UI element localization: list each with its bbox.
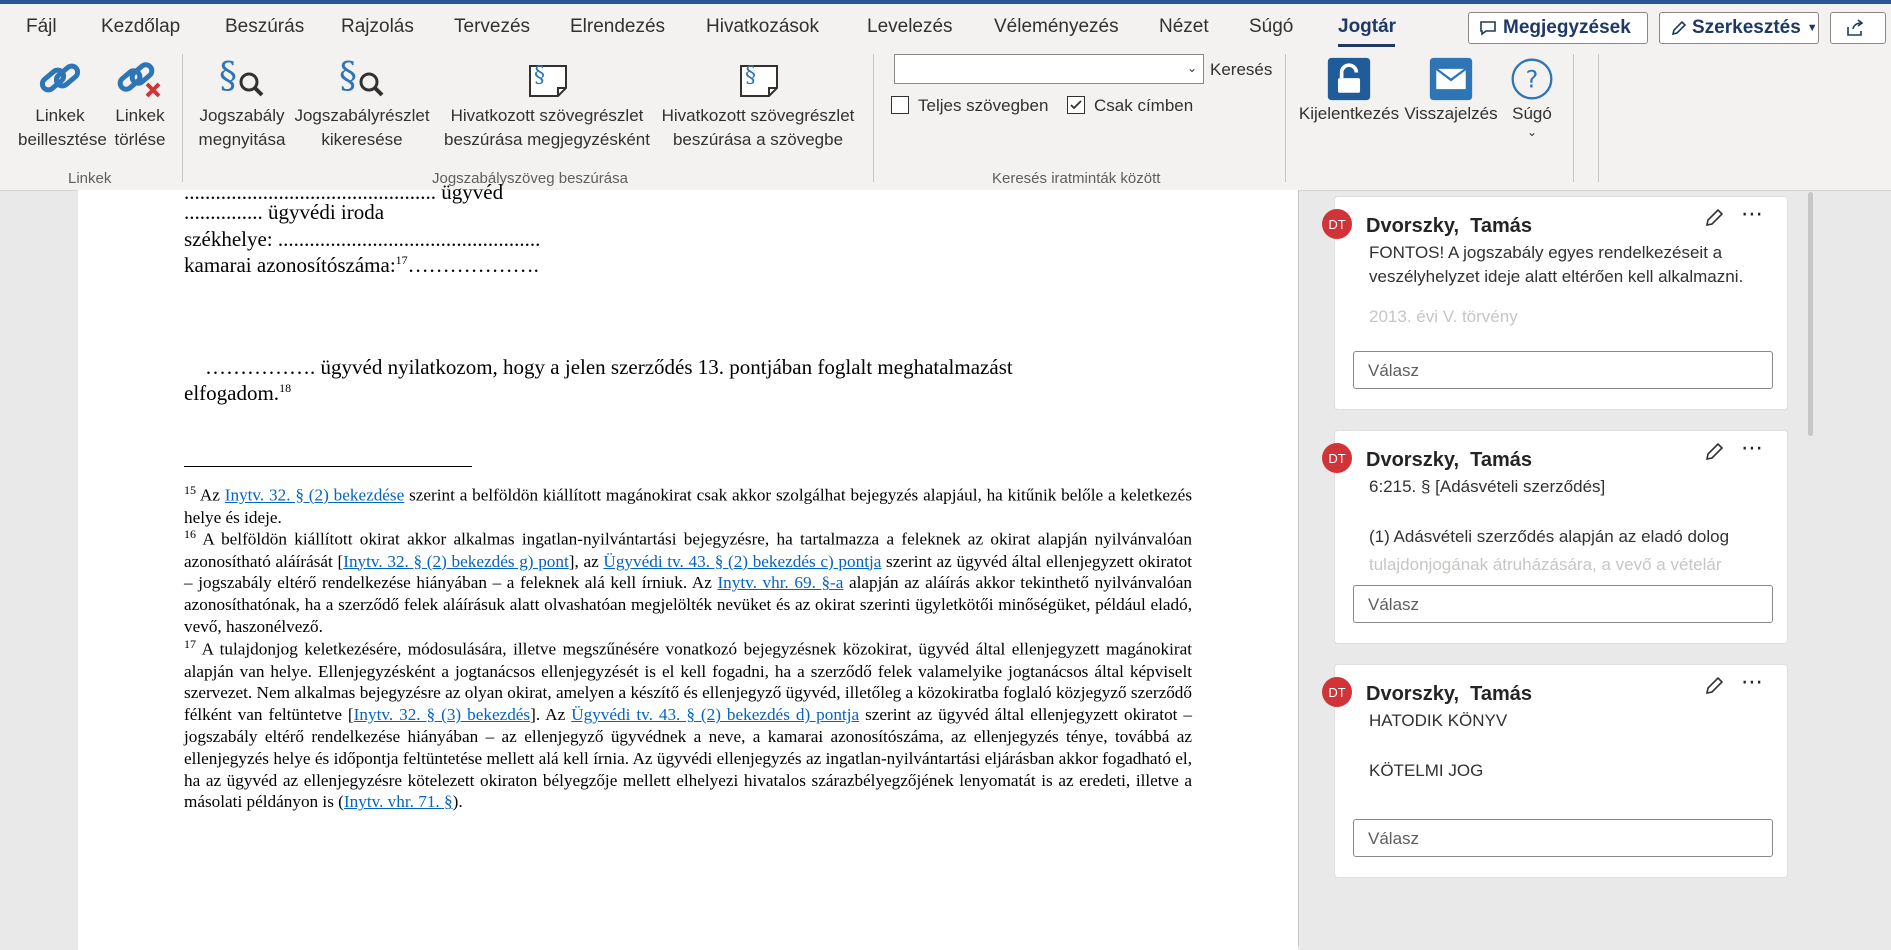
links-group-label: Linkek [68,170,112,187]
law-link[interactable]: Inytv. vhr. 71. § [343,792,453,812]
reply-input[interactable]: Válasz [1353,819,1773,857]
search-law-part-button[interactable] [292,48,432,152]
footnote-16 [184,524,1192,638]
comments-pane-border [1298,190,1299,946]
more-options-icon[interactable]: ⋯ [1741,435,1764,460]
comment-text: FONTOS! A jogszabály egyes rendelkezéseit a [1369,243,1723,262]
comment-text: 6:215. § [Adásvételi szerződés] [1369,477,1606,496]
tab-layout[interactable]: Elrendezés [570,16,666,37]
law-link[interactable]: Ügyvédi tv. 43. § (2) bekezdés d) pontja [571,705,860,725]
law-link[interactable]: Ügyvédi tv. 43. § (2) bekezdés c) pontja [603,551,882,571]
open-law-label: Jogszabály megnyitása [198,106,286,149]
comment-card[interactable] [1328,196,1788,410]
open-law-button[interactable] [192,48,292,152]
reply-input[interactable]: Válasz [1353,351,1773,389]
law-link[interactable]: Inytv. 32. § (2) bekezdés g) pont [343,551,569,571]
title-only-checkbox[interactable] [1067,96,1085,114]
avatar: DT [1322,677,1352,707]
footnote-number: 15 [184,483,196,497]
chamber-id-dots: ………………. [407,253,539,277]
pencil-icon[interactable] [1703,675,1725,697]
law-link[interactable]: Inytv. vhr. 69. §-a [717,573,844,593]
comment-text: KÖTELMI JOG [1369,761,1484,780]
chevron-down-icon: ▼ [1806,22,1818,34]
insert-links-label: Linkek beillesztése [18,106,107,149]
tab-insert[interactable]: Beszúrás [225,16,305,37]
insert-links-button[interactable] [10,48,110,152]
comment-card[interactable] [1328,664,1788,878]
footnote-text: szerint az ügyvéd által ellenjegyzett okiratot – jogszabály eltérő rendelkezése hiányában – az ellenjegyző ügyvédnek a neve, a kamarai azonosítószáma, az ellenjegyzés ténye, továbbá az ellenjegyzés helye és időpontja feltüntetése mellett alá kell írnia. Az ügyvédi ellenjegyzés az ingatlan-nyilvántartási eljárásban akkor fogadható el, ha az ügyvéd az ellenjegyzésre kötelezett okiraton bélyegzője mellett elhelyezi hivatalos szárazbélyegzőjének lenyomatát is az eredeti, illetve a másolati példányon is ( [184,705,1193,812]
comment-text: tulajdonjogának átruházására, a vevő a vételár [1369,555,1722,574]
search-group-label: Keresés iratminták között [992,170,1161,187]
pencil-icon[interactable] [1703,441,1725,463]
title-only-label: Csak címben [1094,96,1194,115]
more-options-icon[interactable]: ⋯ [1741,201,1764,226]
insert-into-text-label: Hivatkozott szövegrészlet beszúrása a szövegbe [661,106,855,149]
delete-links-label: Linkek törlése [114,106,166,149]
tab-file[interactable]: Fájl [26,16,57,37]
footnote-text: ], az [568,551,604,571]
footnote-17 [184,634,1192,813]
tab-draw[interactable]: Rajzolás [341,16,414,37]
doc-line-seat: székhelye: .................................................. [184,227,541,251]
help-button[interactable] [1502,48,1562,138]
comment-text: 2013. évi V. törvény [1369,307,1518,326]
tab-help[interactable]: Súgó [1249,16,1294,37]
footnote-text: szerint a belföldön kiállított magánokirat csak akkor szolgálhat bejegyzés alapjául, ha kitűnik belőle a keletkezés helye és ideje. [184,485,1193,527]
footnote-ref[interactable]: 17 [395,253,408,267]
pencil-icon [1670,19,1688,37]
feedback-label: Visszajelzés [1404,104,1498,123]
note-paragraph-icon [733,56,783,102]
footnote-number: 17 [184,637,196,651]
tab-design[interactable]: Tervezés [454,16,531,37]
search-law-part-label: Jogszabályrészlet kikeresése [294,106,430,149]
ribbon-separator [1285,54,1286,182]
footnote-text: szerint az ügyvéd által ellenjegyzett okiratot – jogszabály eltérő rendelkezése hiányában – a feleknek alá kell írniuk. Az [184,551,1192,593]
ribbon-separator [182,54,183,182]
envelope-icon [1426,56,1476,102]
tab-references[interactable]: Hivatkozások [706,16,819,37]
svg-text:§: § [534,63,545,88]
footnote-15 [184,480,1192,528]
comment-author: Dvorszky, Tamás [1366,449,1533,471]
footnote-ref[interactable]: 18 [279,381,292,395]
logout-label: Kijelentkezés [1298,104,1400,123]
footnote-text: Az [196,485,225,505]
scrollbar-thumb[interactable] [1808,192,1813,436]
comment-card[interactable] [1328,430,1788,644]
reply-input[interactable]: Válasz [1353,585,1773,623]
active-tab-indicator [1338,44,1395,47]
comment-icon [1479,19,1497,37]
footnote-text: ). [452,792,463,812]
note-paragraph-icon [522,56,572,102]
svg-text:§: § [219,56,237,97]
doc-line-office: ............... ügyvédi iroda [184,200,385,224]
more-options-icon[interactable]: ⋯ [1741,669,1764,694]
law-group-label: Jogszabályszöveg beszúrása [432,170,628,187]
feedback-button[interactable] [1400,48,1502,126]
checkmark-icon [1068,97,1084,113]
question-mark-icon [1507,56,1557,102]
ribbon-separator [1573,54,1574,182]
link-delete-icon [115,56,165,102]
delete-links-button[interactable] [108,48,172,152]
doc-line-lawyer: ................................................ ügyvéd [184,180,504,204]
template-search-select[interactable] [894,54,1204,84]
tab-home[interactable]: Kezdőlap [101,16,181,37]
comment-fade [1369,305,1769,326]
full-text-checkbox[interactable] [891,96,909,114]
law-link[interactable]: Inytv. 32. § (3) bekezdés [353,705,531,725]
avatar: DT [1322,209,1352,239]
comment-text: veszélyhelyzet ideje alatt eltérően kell alkalmazni. [1369,267,1744,286]
law-link[interactable]: Inytv. 32. § (2) bekezdése [224,485,405,505]
footnote-text: alapján az aláírás akkor tekinthető nyilvánvalóan azonosíthatónak, ha a szerződő felek aláírásuk alatt olvashatóan megjelölték nevüket és az okirat szerinti ügyletkötői minőségüket, például eladó, vevő, haszonélvező. [184,573,1192,636]
link-icon [35,56,85,102]
insert-as-comment-label: Hivatkozott szövegrészlet beszúrása megjegyzésként [443,106,650,149]
edit-mode-button[interactable] [1659,12,1819,44]
footnote-text: A tulajdonjog keletkezésére, módosulására, illetve megszűnésére vonatkozó bejegyzésnek közokirat, ügyvéd által ellenjegyzett magánokirat alapján van helye. Ellenjegyzésként a jogtanácsos ellenjegyzését is el kell fogadni, ha a szerződő felek valamelyike jogtanácsos által képviselt szervezet. Nem alkalmas bejegyzésre az olyan okirat, amelyen a készítő és ellenjegyző ügyvéd, illetőleg a közokiratba foglaló közjegyző szerződő félként van feltüntetve [ [184,639,1192,725]
edit-mode-label: Szerkesztés [1692,17,1801,38]
logout-button[interactable] [1298,48,1400,126]
comment-text: HATODIK KÖNYV [1369,711,1508,730]
chamber-id-label: kamarai azonosítószáma: [184,253,396,277]
help-label: Súgó [1512,104,1552,123]
ribbon-separator [873,54,874,182]
chevron-down-icon: ⌄ [1186,61,1197,75]
svg-text:§: § [745,63,756,88]
footnote-number: 16 [184,527,196,541]
pencil-icon[interactable] [1703,207,1725,229]
tab-jogtar[interactable]: Jogtár [1338,16,1397,37]
declaration-line-1: ……………. ügyvéd nyilatkozom, hogy a jelen szerződés 13. pontjában foglalt meghatalmazást [205,355,1013,379]
comment-text: (1) Adásvételi szerződés alapján az eladó dolog [1369,527,1730,546]
svg-text:?: ? [1525,65,1539,94]
share-button[interactable] [1830,12,1886,44]
comments-button-label: Megjegyzések [1503,17,1631,38]
comment-fade [1369,553,1769,574]
avatar: DT [1322,443,1352,473]
search-label[interactable]: Keresés [1210,60,1273,79]
law-part-search-icon [337,56,387,102]
comment-author: Dvorszky, Tamás [1366,683,1533,705]
insert-into-text-button[interactable] [655,48,861,152]
footnote-text: A belföldön kiállított okirat akkor alkalmas ingatlan-nyilvántartási bejegyzésre, ha tartalmazza a feleknek az okirat alapján nyilvánvalóan azonosítható aláírását [ [184,529,1192,571]
footnote-separator [184,466,472,467]
tab-mailings[interactable]: Levelezés [867,16,953,37]
insert-as-comment-button[interactable] [438,48,656,152]
footnote-text: ]. Az [530,705,572,725]
doc-line-chamber-id [184,253,539,278]
tab-view[interactable]: Nézet [1159,16,1209,37]
declaration-end: elfogadom. [184,381,280,405]
comment-author: Dvorszky, Tamás [1366,215,1533,237]
lock-icon [1324,56,1374,102]
law-search-icon [217,56,267,102]
declaration-line-2 [184,381,291,406]
share-icon [1845,19,1865,37]
tab-review[interactable]: Véleményezés [994,16,1119,37]
menu-bar [0,4,1891,48]
comments-button[interactable] [1468,12,1648,44]
chevron-down-icon: ⌄ [1526,125,1538,139]
full-text-label: Teljes szövegben [918,96,1049,115]
ribbon-separator [1598,54,1599,182]
svg-text:§: § [339,56,357,97]
